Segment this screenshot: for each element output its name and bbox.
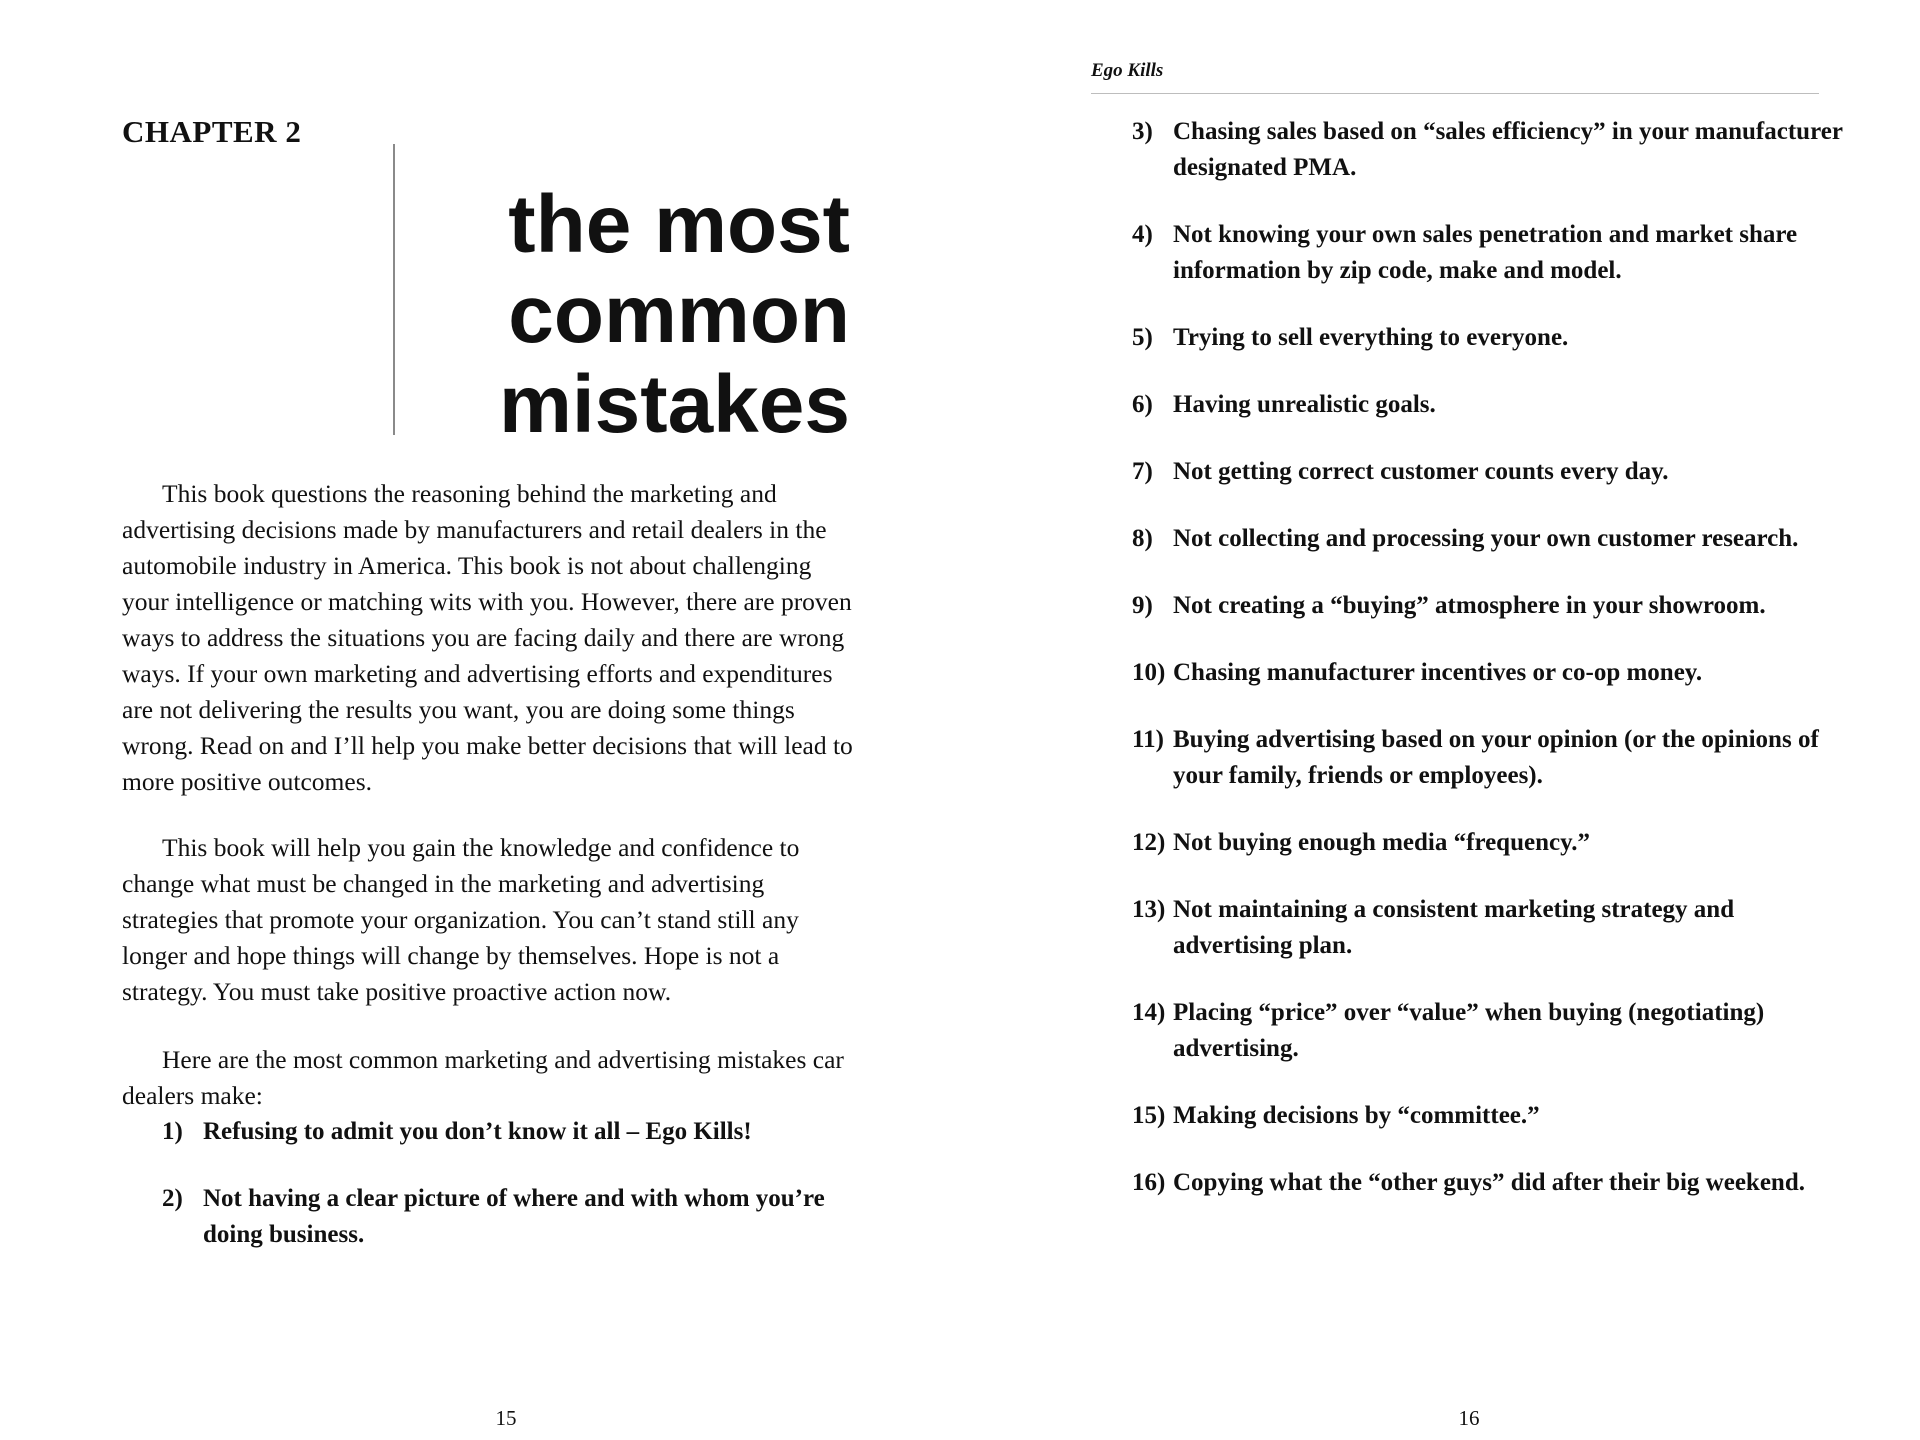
running-head: Ego Kills	[1091, 60, 1164, 81]
list-item-text: Chasing sales based on “sales efficiency” in your manufacturer designated PMA.	[1173, 118, 1843, 181]
body-paragraph	[122, 476, 862, 800]
chapter-title-line: mistakes	[498, 359, 850, 450]
list-item-text: Trying to sell everything to everyone.	[1173, 324, 1569, 351]
list-item-number: 1)	[162, 1118, 183, 1145]
list-item	[1091, 387, 1851, 423]
page-number: 15	[495, 1406, 517, 1430]
list-item	[1091, 588, 1851, 624]
list-item	[1091, 655, 1851, 691]
list-item-number: 4)	[1132, 221, 1153, 248]
list-item	[1091, 1165, 1851, 1201]
list-item-text: Buying advertising based on your opinion (or the opinions of your family, friends or employees).	[1173, 726, 1819, 789]
list-item-number: 2)	[162, 1185, 183, 1212]
chapter-title-line: common	[508, 269, 850, 360]
list-item-number: 10)	[1132, 659, 1166, 686]
list-item	[1091, 454, 1851, 490]
list-item-number: 12)	[1132, 829, 1166, 856]
list-item	[1091, 114, 1851, 186]
chapter-label: CHAPTER 2	[122, 114, 302, 149]
list-item	[1091, 320, 1851, 356]
list-item-text: Not creating a “buying” atmosphere in your showroom.	[1173, 592, 1766, 619]
body-paragraph	[122, 830, 862, 1010]
body-paragraph-text: This book questions the reasoning behind the marketing and advertising decisions made by manufacturers and retail dealers in the automobile industry in America. This book is not about challenging your intelligence or matching wits with you. However, there are proven ways to address the situations you are facing daily and there are wrong ways. If your own marketing and advertising efforts and expenditures are not delivering the results you want, you are doing some things wrong. Read on and I’ll help you make better decisions that will lead to more positive outcomes.	[122, 479, 853, 796]
chapter-title	[400, 180, 850, 450]
list-item-text: Not knowing your own sales penetration and market share information by zip code, make and model.	[1173, 221, 1798, 284]
mistakes-list-right	[1091, 114, 1851, 1232]
list-item	[1091, 892, 1851, 964]
running-head-rule	[1091, 93, 1819, 94]
list-item	[1091, 722, 1851, 794]
list-item	[122, 1114, 862, 1150]
list-item-text: Refusing to admit you don’t know it all – Ego Kills!	[203, 1118, 752, 1145]
body-paragraph-text: Here are the most common marketing and advertising mistakes car dealers make:	[122, 1045, 844, 1110]
list-item-number: 8)	[1132, 525, 1153, 552]
list-item-number: 16)	[1132, 1169, 1166, 1196]
right-page	[960, 0, 1920, 1440]
list-item-number: 11)	[1132, 726, 1164, 753]
list-item-text: Not getting correct customer counts every day.	[1173, 458, 1669, 485]
list-item-text: Having unrealistic goals.	[1173, 391, 1436, 418]
list-item-text: Placing “price” over “value” when buying (negotiating) advertising.	[1173, 999, 1765, 1062]
list-item-text: Chasing manufacturer incentives or co-op money.	[1173, 659, 1703, 686]
list-item-number: 14)	[1132, 999, 1166, 1026]
list-item	[1091, 995, 1851, 1067]
list-item-number: 6)	[1132, 391, 1153, 418]
title-divider-rule	[393, 144, 395, 435]
list-item-text: Not having a clear picture of where and with whom you’re doing business.	[203, 1185, 825, 1248]
page-number: 16	[1458, 1406, 1480, 1430]
list-item-text: Not buying enough media “frequency.”	[1173, 829, 1590, 856]
list-item-text: Copying what the “other guys” did after their big weekend.	[1173, 1169, 1805, 1196]
chapter-title-line: the most	[508, 179, 850, 270]
list-item-text: Making decisions by “committee.”	[1173, 1102, 1540, 1129]
list-item-number: 5)	[1132, 324, 1153, 351]
list-item	[1091, 521, 1851, 557]
list-item-text: Not maintaining a consistent marketing strategy and advertising plan.	[1173, 896, 1735, 959]
list-item	[1091, 217, 1851, 289]
list-item-number: 15)	[1132, 1102, 1166, 1129]
list-item	[1091, 825, 1851, 861]
list-item	[1091, 1098, 1851, 1134]
list-item-number: 9)	[1132, 592, 1153, 619]
list-item	[122, 1181, 862, 1253]
list-item-number: 13)	[1132, 896, 1166, 923]
list-item-text: Not collecting and processing your own customer research.	[1173, 525, 1799, 552]
list-item-number: 3)	[1132, 118, 1153, 145]
list-item-number: 7)	[1132, 458, 1153, 485]
body-paragraph	[122, 1042, 862, 1114]
body-paragraph-text: This book will help you gain the knowledge and confidence to change what must be changed in the marketing and advertising strategies that promote your organization. You can’t stand still any longer and hope things will change by themselves. Hope is not a strategy. You must take positive proactive action now.	[122, 833, 800, 1006]
mistakes-list-left	[122, 1114, 862, 1284]
